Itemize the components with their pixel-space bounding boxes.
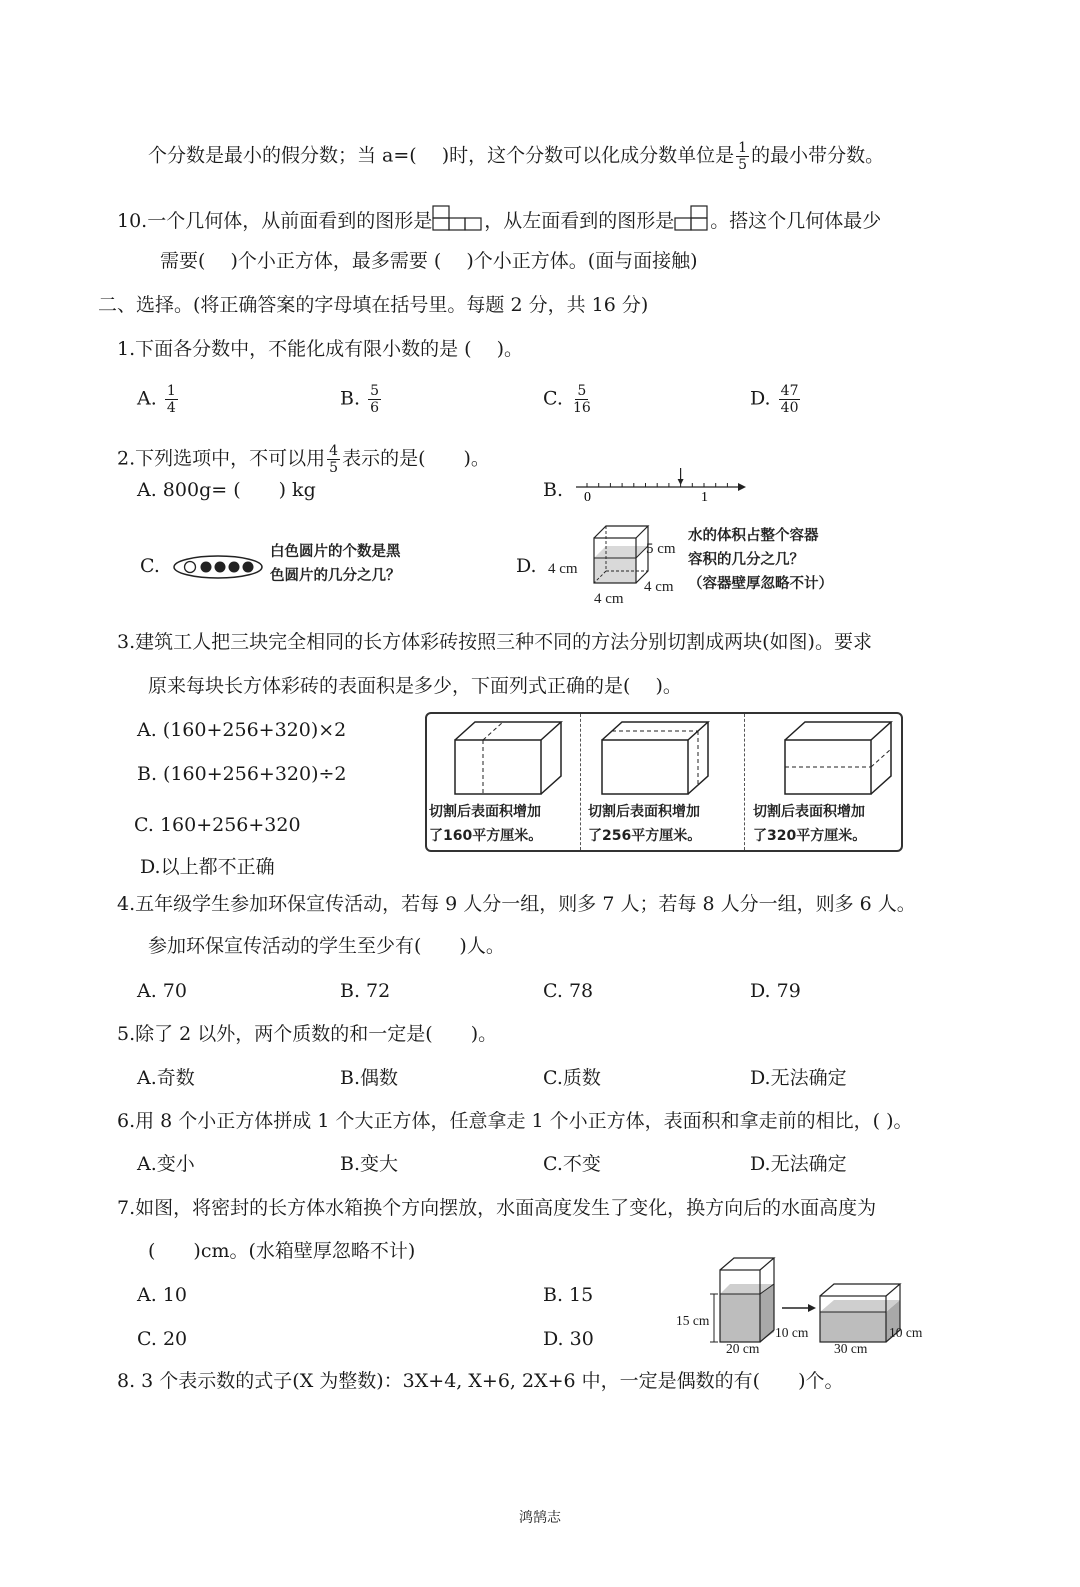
q5-option-c: C.质数 bbox=[543, 1067, 601, 1089]
panel-divider bbox=[744, 714, 745, 850]
panel-caption-2: 切割后表面积增加 了256平方厘米。 bbox=[588, 804, 702, 844]
footer-watermark: 鸿鹄志 bbox=[519, 1510, 561, 1526]
tank-width-1: 20 cm bbox=[726, 1341, 760, 1356]
q8-stem: 8. 3 个表示数的式子(X 为整数)：3X+4, X+6, 2X+6 中，一定是偶数的有( )个。 bbox=[117, 1370, 844, 1392]
q3-stem-1: 3.建筑工人把三块完全相同的长方体彩砖按照三种不同的方法分别切割成两块(如图)。要求 bbox=[117, 631, 872, 653]
q3-option-c: C. 160+256+320 bbox=[134, 814, 301, 836]
q9-continuation: 个分数是最小的假分数；当 a=( )时，这个分数可以化成分数单位是 $\frac{1}{5}$ 的最小带分数。 bbox=[148, 140, 885, 173]
q6-stem: 6.用 8 个小正方体拼成 1 个大正方体，任意拿走 1 个小正方体，表面积和拿走前的相比，( )。 bbox=[117, 1110, 913, 1132]
q2-option-c-text: 白色圆片的个数是黑 色圆片的几分之几？ bbox=[270, 544, 401, 584]
q5-option-b: B.偶数 bbox=[340, 1067, 399, 1089]
q6-option-b: B.变大 bbox=[340, 1153, 399, 1175]
black-circle bbox=[243, 562, 254, 573]
q3-option-a: A. (160+256+320)×2 bbox=[137, 719, 347, 741]
panel-divider bbox=[580, 714, 581, 850]
q7-stem-2: ( )cm。(水箱壁厚忽略不计) bbox=[148, 1240, 416, 1262]
section-title: 二、选择。(将正确答案的字母填在括号里。每题 2 分，共 16 分) bbox=[98, 294, 649, 316]
q10-line1: 10.一个几何体，从前面看到的图形是 ，从左面看到的图形是 。搭这个几何体最少 bbox=[117, 205, 881, 233]
black-circle bbox=[201, 562, 212, 573]
q3-option-b: B. (160+256+320)÷2 bbox=[137, 763, 347, 785]
q6-option-a: A.变小 bbox=[137, 1153, 195, 1175]
q2-stem: 2.下列选项中，不可以用 $\frac{4}{5}$ 表示的是( )。 bbox=[117, 443, 490, 476]
brick-cut-vertical bbox=[447, 718, 567, 798]
q1-option-d: D. $\frac{47}{40}$ bbox=[750, 383, 799, 416]
tank-depth-1: 10 cm bbox=[775, 1325, 809, 1340]
fraction: $\frac{1}{5}$ bbox=[738, 140, 748, 173]
q2-option-b: B. bbox=[543, 479, 564, 501]
q3-option-d: D.以上都不正确 bbox=[140, 856, 275, 878]
q4-option-c: C. 78 bbox=[543, 980, 594, 1002]
q1-option-a: A. $\frac{1}{4}$ bbox=[137, 383, 176, 416]
number-line bbox=[570, 466, 750, 502]
dim-depth: 4 cm bbox=[644, 579, 674, 595]
panel-caption-1: 切割后表面积增加 了160平方厘米。 bbox=[429, 804, 543, 844]
q3-stem-2: 原来每块长方体彩砖的表面积是多少，下面列式正确的是( )。 bbox=[148, 675, 682, 697]
white-circle bbox=[185, 562, 196, 573]
q7-stem-1: 7.如图，将密封的长方体水箱换个方向摆放，水面高度发生了变化，换方向后的水面高度为 bbox=[117, 1197, 877, 1219]
tank-water-height: 15 cm bbox=[676, 1313, 710, 1328]
front-view-icon bbox=[432, 205, 484, 231]
dim-bottom: 4 cm bbox=[594, 591, 624, 607]
q1-option-b: B. $\frac{5}{6}$ bbox=[340, 383, 379, 416]
q5-option-a: A.奇数 bbox=[137, 1067, 195, 1089]
tank-depth-2: 10 cm bbox=[889, 1325, 923, 1340]
brick-cut-front bbox=[594, 718, 714, 798]
q5-option-d: D.无法确定 bbox=[750, 1067, 847, 1089]
black-circle bbox=[229, 562, 240, 573]
q7-option-d: D. 30 bbox=[543, 1328, 594, 1350]
brick-cut-horizontal bbox=[777, 718, 897, 798]
dim-height: 5 cm bbox=[646, 541, 676, 557]
q5-stem: 5.除了 2 以外，两个质数的和一定是( )。 bbox=[117, 1023, 498, 1045]
q2-option-d-text: 水的体积占整个容器 容积的几分之几？ （容器壁厚忽略不计） bbox=[688, 528, 833, 592]
q7-option-c: C. 20 bbox=[137, 1328, 188, 1350]
q10-line2: 需要( )个小正方体，最多需要 ( )个小正方体。(面与面接触) bbox=[160, 250, 698, 272]
q4-option-a: A. 70 bbox=[137, 980, 187, 1002]
q7-option-a: A. 10 bbox=[137, 1284, 187, 1306]
black-circle bbox=[215, 562, 226, 573]
left-view-icon bbox=[674, 205, 710, 231]
panel-caption-3: 切割后表面积增加 了320平方厘米。 bbox=[753, 804, 867, 844]
q4-option-d: D. 79 bbox=[750, 980, 801, 1002]
q6-option-c: C.不变 bbox=[543, 1153, 601, 1175]
tank-width-2: 30 cm bbox=[834, 1341, 868, 1356]
numline-arrowhead bbox=[738, 483, 746, 491]
q4-stem-1: 4.五年级学生参加环保宣传活动，若每 9 人分一组，则多 7 人；若每 8 人分一组，则多 6 人。 bbox=[117, 893, 916, 915]
q1-stem: 1.下面各分数中，不能化成有限小数的是 ( )。 bbox=[117, 338, 524, 360]
q2-option-d: D. bbox=[516, 555, 537, 577]
q6-option-d: D.无法确定 bbox=[750, 1153, 847, 1175]
circles-figure bbox=[172, 554, 264, 580]
q7-option-b: B. 15 bbox=[543, 1284, 594, 1306]
q4-option-b: B. 72 bbox=[340, 980, 391, 1002]
q2-option-c: C. bbox=[140, 555, 160, 577]
q4-stem-2: 参加环保宣传活动的学生至少有( )人。 bbox=[148, 935, 505, 957]
water-tank-figure bbox=[674, 1254, 934, 1358]
numline-label-0: 0 bbox=[584, 490, 591, 502]
dim-left: 4 cm bbox=[548, 561, 578, 577]
numline-label-1: 1 bbox=[701, 490, 708, 502]
q1-option-c: C. $\frac{5}{16}$ bbox=[543, 383, 591, 416]
q2-option-a: A. 800g= ( ) kg bbox=[137, 479, 316, 501]
numline-pointer-head bbox=[678, 479, 684, 485]
